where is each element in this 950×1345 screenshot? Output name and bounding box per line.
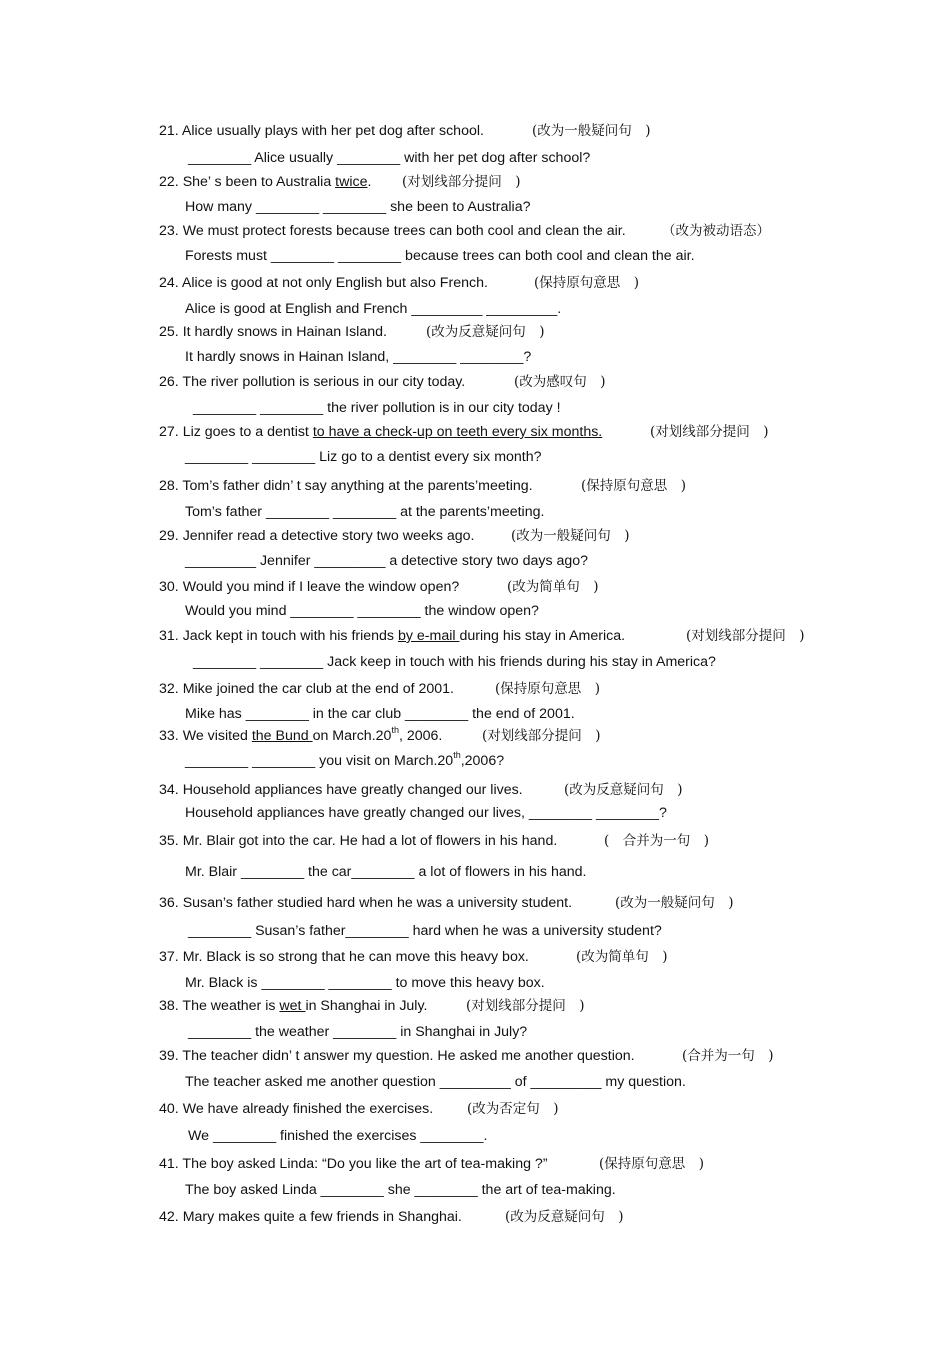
question-42: 42. Mary makes quite a few friends in Shanghai.	[159, 1209, 462, 1225]
instruction-23: （改为被动语态）	[662, 223, 770, 239]
answer-31: ________ ________ Jack keep in touch with his friends during his stay in America?	[193, 654, 716, 670]
answer-40: We ________ finished the exercises ________.	[188, 1128, 488, 1144]
question-29: 29. Jennifer read a detective story two weeks ago.	[159, 528, 475, 544]
instruction-27: (对划线部分提问 )	[650, 424, 769, 440]
answer-38: ________ the weather ________ in Shanghai in July?	[188, 1024, 528, 1040]
question-28: 28. Tom’s father didn’ t say anything at the parents’meeting.	[159, 478, 533, 494]
question-32: 32. Mike joined the car club at the end of 2001.	[159, 681, 455, 697]
instruction-32: (保持原句意思 )	[495, 681, 601, 697]
question-23: 23. We must protect forests because trees can both cool and clean the air.	[159, 223, 626, 239]
instruction-24: (保持原句意思 )	[534, 275, 640, 291]
answer-39: The teacher asked me another question _________ of _________ my question.	[185, 1074, 686, 1090]
question-35: 35. Mr. Blair got into the car. He had a lot of flowers in his hand.	[159, 833, 558, 849]
instruction-25: (改为反意疑问句 )	[426, 324, 545, 340]
answer-34: Household appliances have greatly changed our lives, ________ ________?	[185, 805, 667, 821]
question-31: 31. Jack kept in touch with his friends by e-mail during his stay in America.	[159, 628, 626, 644]
instruction-31: (对划线部分提问 )	[686, 628, 805, 644]
question-37: 37. Mr. Black is so strong that he can move this heavy box.	[159, 949, 529, 965]
question-25: 25. It hardly snows in Hainan Island.	[159, 324, 387, 340]
instruction-39: (合并为一句 )	[682, 1048, 774, 1064]
question-38: 38. The weather is wet in Shanghai in July.	[159, 998, 428, 1014]
question-24: 24. Alice is good at not only English but also French.	[159, 275, 488, 291]
answer-32: Mike has ________ in the car club ________ the end of 2001.	[185, 706, 575, 722]
question-21: 21. Alice usually plays with her pet dog after school.	[159, 123, 484, 139]
instruction-37: (改为简单句 )	[576, 949, 668, 965]
answer-33: ________ ________ you visit on March.20th,2006?	[185, 750, 505, 769]
question-36: 36. Susan’s father studied hard when he was a university student.	[159, 895, 573, 911]
answer-27: ________ ________ Liz go to a dentist every six month?	[185, 449, 542, 465]
instruction-35: ( 合并为一句 )	[604, 833, 710, 849]
answer-28: Tom’s father ________ ________ at the parents’meeting.	[185, 504, 545, 520]
answer-23: Forests must ________ ________ because trees can both cool and clean the air.	[185, 248, 695, 264]
question-26: 26. The river pollution is serious in our city today.	[159, 374, 466, 390]
answer-35: Mr. Blair ________ the car________ a lot of flowers in his hand.	[185, 864, 587, 880]
instruction-21: (改为一般疑问句 )	[532, 123, 651, 139]
question-22: 22. She’ s been to Australia twice.	[159, 174, 372, 190]
answer-26: ________ ________ the river pollution is in our city today !	[193, 400, 561, 416]
instruction-22: (对划线部分提问 )	[402, 174, 521, 190]
instruction-42: (改为反意疑问句 )	[505, 1209, 624, 1225]
instruction-29: (改为一般疑问句 )	[511, 528, 630, 544]
answer-30: Would you mind ________ ________ the window open?	[185, 603, 539, 619]
instruction-26: (改为感叹句 )	[514, 374, 606, 390]
instruction-28: (保持原句意思 )	[581, 478, 687, 494]
answer-41: The boy asked Linda ________ she ________ the art of tea-making.	[185, 1182, 616, 1198]
answer-25: It hardly snows in Hainan Island, ________ ________?	[185, 349, 532, 365]
instruction-40: (改为否定句 )	[467, 1101, 559, 1117]
question-33: 33. We visited the Bund on March.20th, 2006.	[159, 725, 443, 744]
answer-37: Mr. Black is ________ ________ to move this heavy box.	[185, 975, 545, 991]
instruction-30: (改为简单句 )	[507, 579, 599, 595]
answer-21: ________ Alice usually ________ with her pet dog after school?	[188, 150, 591, 166]
question-41: 41. The boy asked Linda: “Do you like the art of tea-making ?”	[159, 1156, 548, 1172]
question-39: 39. The teacher didn’ t answer my question. He asked me another question.	[159, 1048, 635, 1064]
answer-29: _________ Jennifer _________ a detective story two days ago?	[185, 553, 589, 569]
instruction-36: (改为一般疑问句 )	[615, 895, 734, 911]
question-27: 27. Liz goes to a dentist to have a check-up on teeth every six months.	[159, 424, 603, 440]
question-34: 34. Household appliances have greatly changed our lives.	[159, 782, 523, 798]
instruction-34: (改为反意疑问句 )	[564, 782, 683, 798]
answer-36: ________ Susan’s father________ hard when he was a university student?	[188, 923, 662, 939]
answer-22: How many ________ ________ she been to Australia?	[185, 199, 531, 215]
question-30: 30. Would you mind if I leave the window open?	[159, 579, 460, 595]
answer-24: Alice is good at English and French _________ _________.	[185, 301, 562, 317]
instruction-41: (保持原句意思 )	[599, 1156, 705, 1172]
instruction-33: (对划线部分提问 )	[482, 728, 601, 744]
instruction-38: (对划线部分提问 )	[466, 998, 585, 1014]
question-40: 40. We have already finished the exercises.	[159, 1101, 434, 1117]
